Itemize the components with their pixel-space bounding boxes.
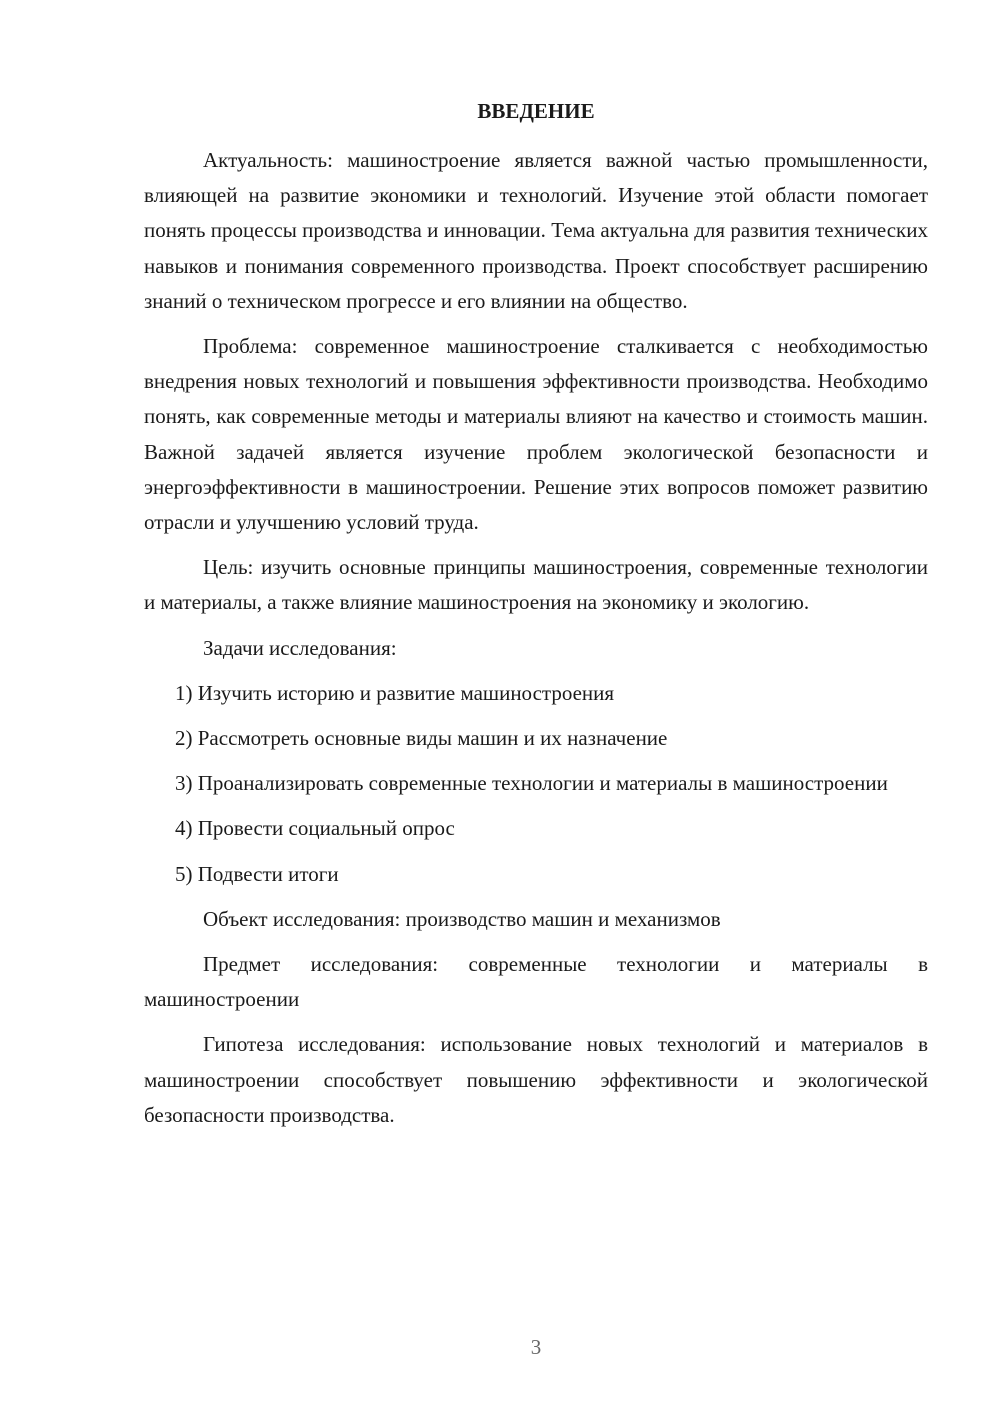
goal-paragraph: Цель: изучить основные принципы машиностроения, современные технологии и материалы, а также влияние машиностроения на экономику и экологию. [144,555,928,615]
task-item: 3) Проанализировать современные технологии и материалы в машиностроении [175,771,888,796]
problem-paragraph: Проблема: современное машиностроение сталкивается с необходимостью внедрения новых технологий и повышения эффективности производства. Необходимо понять, как современные методы и материалы влияют на качество и стоимость машин. Важной задачей является изучение проблем экологической безопасности и энергоэффективности в машиностроении. Решение этих вопросов поможет развитию отрасли и улучшению условий труда. [144,334,928,535]
document-page [144,0,928,1414]
page-title: ВВЕДЕНИЕ [477,99,595,123]
task-item: 5) Подвести итоги [175,861,339,886]
research-subject-paragraph: Предмет исследования: современные технологии и материалы в машиностроении [144,952,928,1012]
hypothesis-paragraph: Гипотеза исследования: использование новых технологий и материалов в машиностроении способствует повышению эффективности и экологической безопасности производства. [144,1032,928,1127]
document-body [144,143,928,1143]
research-object-paragraph: Объект исследования: производство машин и механизмов [203,906,721,931]
task-item: 2) Рассмотреть основные виды машин и их назначение [175,726,668,751]
relevance-paragraph: Актуальность: машиностроение является важной частью промышленности, влияющей на развитие экономики и технологий. Изучение этой области помогает понять процессы производства и инновации. Тема актуальна для развития технических навыков и понимания современного производства. Проект способствует расширению знаний о техническом прогрессе и его влиянии на общество. [144,148,928,313]
task-item: 1) Изучить историю и развитие машиностроения [175,680,615,705]
page-number: 3 [530,1335,542,1359]
tasks-heading: Задачи исследования: [203,635,397,660]
task-item: 4) Провести социальный опрос [175,816,455,841]
